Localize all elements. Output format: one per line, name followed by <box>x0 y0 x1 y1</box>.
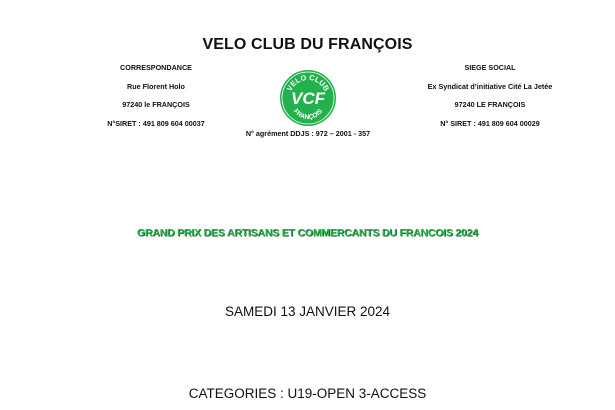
correspondance-city: 97240 le FRANÇOIS <box>122 100 190 109</box>
vcf-logo <box>279 69 337 127</box>
agrement-number: N° agrément DDJS : 972 – 2001 - 357 <box>245 129 371 138</box>
correspondance-siret: N°SIRET : 491 809 604 00037 <box>107 118 205 128</box>
event-date: SAMEDI 13 JANVIER 2024 <box>224 304 391 319</box>
siege-city: 97240 LE FRANÇOIS <box>454 100 526 109</box>
logo-monogram: VCF <box>291 89 325 108</box>
logo-top-text: VELO CLUB <box>284 72 332 93</box>
correspondance-block <box>72 59 240 133</box>
correspondance-street: Rue Florent Holo <box>127 81 185 91</box>
siege-social-block <box>402 59 578 133</box>
siege-siret: N° SIRET : 491 809 604 00029 <box>440 118 540 128</box>
event-categories: CATEGORIES : U19-OPEN 3-ACCESS <box>188 386 427 401</box>
event-title: GRAND PRIX DES ARTISANS ET COMMERCANTS DU FRANCOIS 2024 <box>137 227 478 239</box>
siege-heading: SIEGE SOCIAL <box>464 63 516 72</box>
correspondance-heading: CORRESPONDANCE <box>120 63 192 72</box>
club-title: VELO CLUB DU FRANÇOIS <box>202 36 413 53</box>
siege-address: Ex Syndicat d’initiative Cité La Jetée <box>427 81 553 91</box>
logo-bottom-text: FRANÇOIS <box>291 107 325 122</box>
